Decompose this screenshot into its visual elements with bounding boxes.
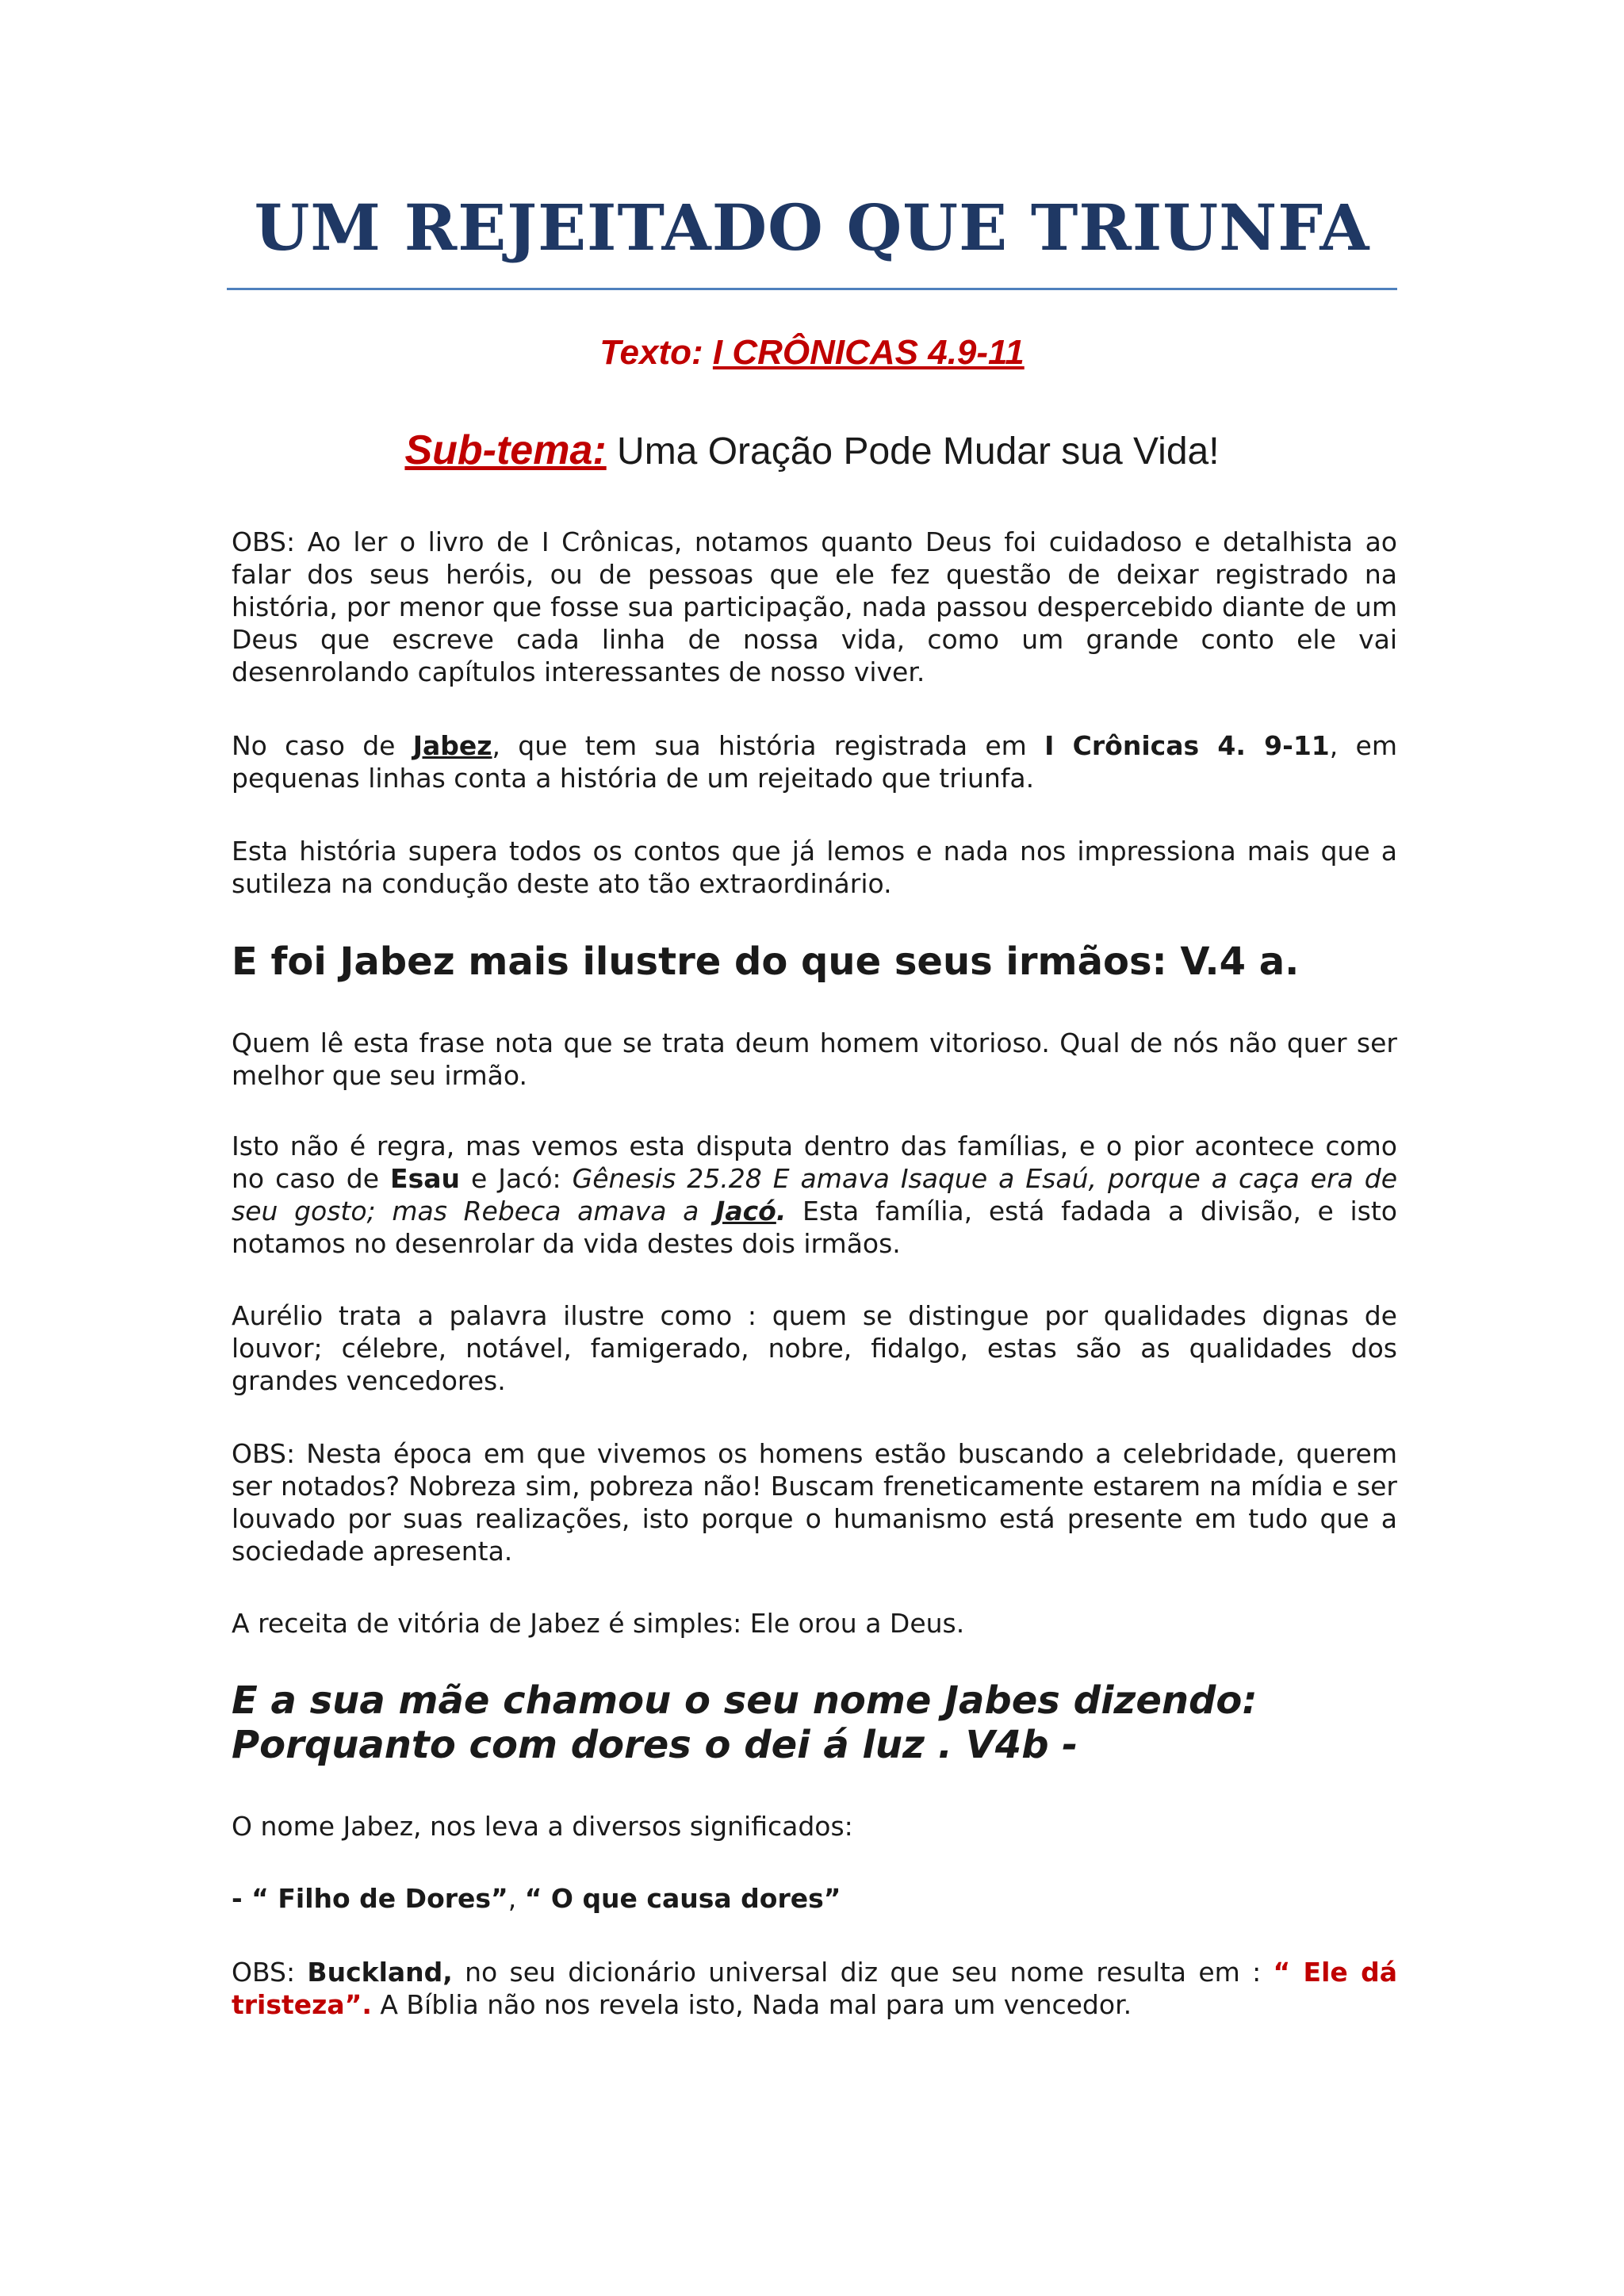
text-span: Isto não é regra, mas vemos esta disputa dentro das famílias, e o pior acontece como no caso de [232, 1131, 1397, 1194]
text-span: Esta família, está fadada a divisão, e isto notamos no desenrolar da vida destes dois irmãos. [232, 1196, 1397, 1259]
paragraph-obs-intro: OBS: Ao ler o livro de I Crônicas, notamos quanto Deus foi cuidadoso e detalhista ao falar dos seus heróis, ou de pessoas que ele fez questão de deixar registrado na história, por menor que fosse sua participação, nada passou despercebido diante de um Deus que escreve cada linha de nossa vida, como um grande conto ele vai desenrolando capítulos interessantes de nosso viver. [232, 526, 1397, 687]
text-reference [227, 333, 1397, 373]
text-reference-label: Texto: [599, 333, 703, 372]
esau-name: Esau [390, 1163, 460, 1194]
text-span: no seu dicionário universal diz que seu nome resulta em : [452, 1957, 1274, 1988]
jabez-name: Jabez [412, 730, 492, 761]
ele-da-tristeza-quote: “ Ele dá tristeza”. [232, 1957, 1397, 2020]
text-span: , em pequenas linhas conta a história de um rejeitado que triunfa. [232, 730, 1397, 794]
section-heading-ilustre: E foi Jabez mais ilustre do que seus irmãos: V.4 a. [232, 939, 1300, 984]
jaco-name: Jacó [715, 1196, 776, 1226]
paragraph-quem-le: Quem lê esta frase nota que se trata deum homem vitorioso. Qual de nós não quer ser melhor que seu irmão. [232, 1027, 1397, 1091]
text-span: , que tem sua história registrada em [492, 730, 1045, 761]
text-span: . [776, 1196, 787, 1226]
paragraph-aurelio: Aurélio trata a palavra ilustre como : quem se distingue por qualidades dignas de louvor; célebre, notável, famigerado, nobre, fidalgo, estas são as qualidades dos grandes vencedores. [232, 1300, 1397, 1396]
genesis-quote: Gênesis 25.28 E amava Isaque a Esaú, porque a caça era de seu gosto; mas Rebeca amava a [232, 1163, 1398, 1226]
text-span: A Bíblia não nos revela isto, Nada mal para um vencedor. [371, 1989, 1132, 2020]
subtheme-value: Uma Oração Pode Mudar sua Vida! [617, 430, 1220, 473]
section-heading-mae: E a sua mãe chamou o seu nome Jabes dizendo: Porquanto com dores o dei á luz . V4b - [232, 1678, 1258, 1767]
document-title: UM REJEITADO QUE TRIUNFA [254, 190, 1370, 265]
text-span: No caso de [232, 730, 413, 761]
title-underline-rule [227, 288, 1397, 290]
meaning-filho-de-dores: - “ Filho de Dores” [232, 1883, 508, 1914]
paragraph-esau-jaco [232, 1130, 1397, 1260]
text-reference-link[interactable]: I CRÔNICAS 4.9-11 [712, 333, 1025, 372]
paragraph-significados [232, 1882, 1397, 1915]
paragraph-history: Esta história supera todos os contos que já lemos e nada nos impressiona mais que a sutileza na condução deste ato tão extraordinário. [232, 836, 1397, 899]
paragraph-receita: A receita de vitória de Jabez é simples: Ele orou a Deus. [232, 1608, 965, 1639]
bible-reference: I Crônicas 4. 9-11 [1044, 730, 1330, 761]
paragraph-obs-epoca: OBS: Nesta época em que vivemos os homens estão buscando a celebridade, querem ser notados? Nobreza sim, pobreza não! Buscam freneticamente estarem na mídia e ser louvado por suas realizações, isto porque o humanismo está presente em tudo que a sociedade apresenta. [232, 1438, 1397, 1567]
meaning-causa-dores: “ O que causa dores” [524, 1883, 841, 1914]
text-span: e Jacó: [459, 1163, 573, 1194]
paragraph-buckland [232, 1956, 1397, 2021]
text-span: OBS: [232, 1957, 308, 1988]
subtheme-label: Sub-tema: [404, 427, 607, 473]
text-span: , [508, 1883, 525, 1914]
paragraph-nome-jabez: O nome Jabez, nos leva a diversos significados: [232, 1811, 853, 1842]
subtheme-line [227, 427, 1397, 474]
buckland-name: Buckland, [307, 1957, 453, 1988]
paragraph-jabez-case [232, 729, 1397, 794]
